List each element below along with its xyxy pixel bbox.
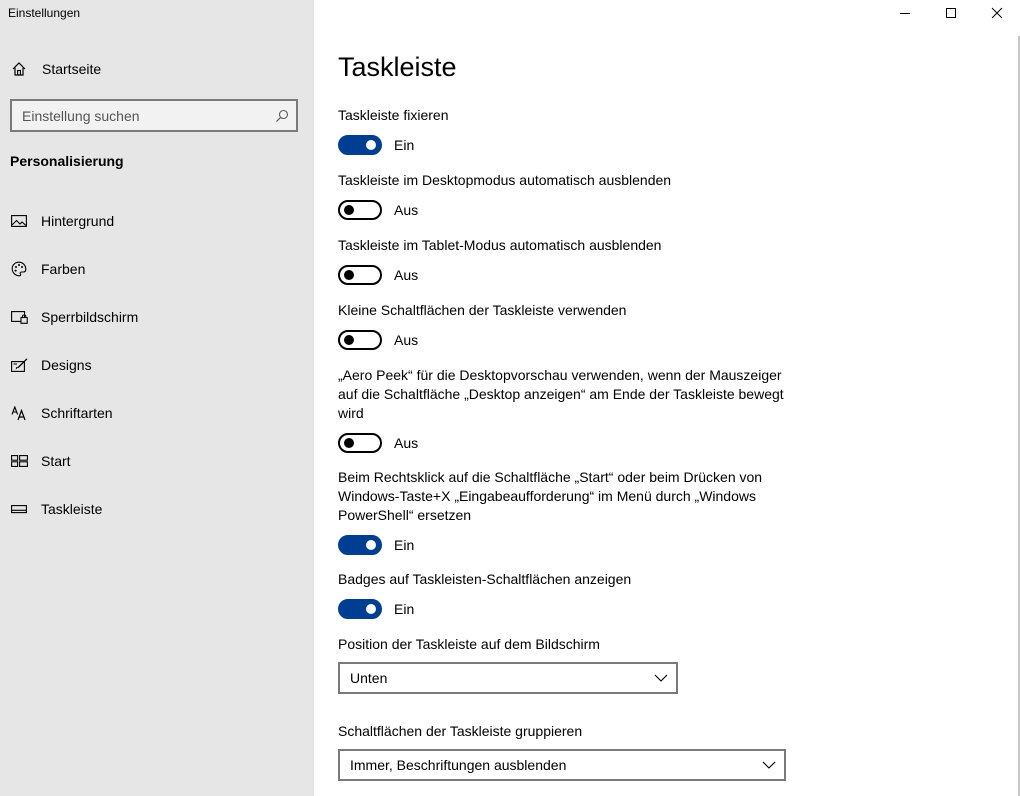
- dropdown-value: Immer, Beschriftungen ausblenden: [350, 757, 567, 773]
- toggle-state-label: Aus: [394, 267, 419, 283]
- search-input[interactable]: [12, 101, 268, 130]
- sidebar-nav: [0, 197, 314, 533]
- setting-label: Kleine Schaltflächen der Taskleiste verwenden: [338, 302, 627, 318]
- sidebar-item-label: Taskleiste: [41, 501, 103, 517]
- sidebar-item-farben[interactable]: [0, 245, 314, 293]
- toggle-switch[interactable]: [338, 535, 382, 555]
- toggle-switch[interactable]: [338, 433, 382, 453]
- toggle-state-label: Aus: [394, 435, 419, 451]
- setting-label: Taskleiste fixieren: [338, 107, 449, 123]
- toggle-state-label: Ein: [394, 601, 415, 617]
- toggle-state-label: Aus: [394, 202, 419, 218]
- toggle-knob: [344, 335, 354, 345]
- toggle-state-label: Ein: [394, 537, 415, 553]
- toggle-knob: [344, 438, 354, 448]
- sidebar-item-label: Hintergrund: [41, 213, 115, 229]
- sidebar-item-sperrbildschirm[interactable]: [0, 293, 314, 341]
- sidebar-item-start[interactable]: [0, 437, 314, 485]
- grouping-dropdown[interactable]: [338, 749, 786, 781]
- taskbar-icon: [10, 500, 28, 518]
- setting-label: Beim Rechtsklick auf die Schaltfläche „Start“ oder beim Drücken von Windows-Taste+X „Eingabeaufforderung“ im Menü durch „Windows PowerShell“ ersetzen: [338, 469, 763, 523]
- font-icon: [10, 404, 28, 422]
- setting-tablet-auto-hide: [338, 236, 798, 285]
- dropdown-value: Unten: [350, 670, 388, 686]
- toggle-switch[interactable]: [338, 599, 382, 619]
- setting-label: „Aero Peek“ für die Desktopvorschau verwenden, wenn der Mauszeiger auf die Schaltfläche „Desktop anzeigen“ am Ende der Taskleiste bewegt wird: [338, 367, 784, 421]
- palette-icon: [10, 260, 28, 278]
- maximize-button[interactable]: [928, 0, 974, 26]
- lock-screen-icon: [10, 308, 28, 326]
- setting-label: Badges auf Taskleisten-Schaltflächen anzeigen: [338, 571, 632, 587]
- sidebar-item-schriftarten[interactable]: [0, 389, 314, 437]
- search-icon[interactable]: [268, 109, 296, 123]
- setting-aero-peek: [338, 366, 788, 453]
- toggle-state-label: Ein: [394, 137, 415, 153]
- page-title: Taskleiste: [338, 52, 457, 82]
- home-label: Startseite: [42, 61, 102, 77]
- setting-label: Schaltflächen der Taskleiste gruppieren: [338, 723, 583, 739]
- sidebar-item-designs[interactable]: [0, 341, 314, 389]
- toggle-switch[interactable]: [338, 265, 382, 285]
- setting-powershell-replace: [338, 468, 768, 555]
- minimize-icon: [899, 7, 911, 19]
- setting-desktop-auto-hide: [338, 171, 798, 220]
- toggle-switch[interactable]: [338, 330, 382, 350]
- position-dropdown[interactable]: [338, 662, 678, 694]
- minimize-button[interactable]: [882, 0, 928, 26]
- maximize-icon: [945, 7, 957, 19]
- toggle-knob: [366, 540, 376, 550]
- toggle-state-label: Aus: [394, 332, 419, 348]
- sidebar-item-label: Sperrbildschirm: [41, 309, 139, 325]
- sidebar-item-taskleiste[interactable]: [0, 485, 314, 533]
- sidebar: [0, 0, 314, 796]
- sidebar-item-label: Start: [41, 453, 71, 469]
- sidebar-item-label: Schriftarten: [41, 405, 113, 421]
- home-icon: [10, 60, 28, 78]
- close-icon: [991, 7, 1003, 19]
- toggle-knob: [366, 140, 376, 150]
- sidebar-item-label: Designs: [41, 357, 92, 373]
- window-title: Einstellungen: [8, 6, 81, 20]
- setting-label: Taskleiste im Desktopmodus automatisch ausblenden: [338, 172, 672, 188]
- picture-icon: [10, 212, 28, 230]
- setting-small-buttons: [338, 301, 798, 350]
- setting-taskbar-position: [338, 635, 678, 694]
- toggle-knob: [344, 205, 354, 215]
- close-button[interactable]: [974, 0, 1020, 26]
- toggle-knob: [366, 604, 376, 614]
- toggle-switch[interactable]: [338, 135, 382, 155]
- start-tiles-icon: [10, 452, 28, 470]
- toggle-knob: [344, 270, 354, 280]
- setting-taskleiste-fixieren: [338, 106, 798, 155]
- setting-badges: [338, 570, 798, 619]
- window-controls: [882, 0, 1020, 26]
- section-title: Personalisierung: [10, 153, 124, 169]
- chevron-down-icon: [762, 761, 776, 769]
- setting-button-grouping: [338, 722, 786, 781]
- chevron-down-icon: [654, 674, 668, 682]
- setting-label: Taskleiste im Tablet-Modus automatisch ausblenden: [338, 237, 662, 253]
- brush-icon: [10, 356, 28, 374]
- sidebar-item-hintergrund[interactable]: [0, 197, 314, 245]
- toggle-switch[interactable]: [338, 200, 382, 220]
- search-box[interactable]: [10, 99, 298, 132]
- setting-label: Position der Taskleiste auf dem Bildschirm: [338, 636, 600, 652]
- sidebar-item-label: Farben: [41, 261, 86, 277]
- sidebar-home-link[interactable]: [10, 58, 101, 80]
